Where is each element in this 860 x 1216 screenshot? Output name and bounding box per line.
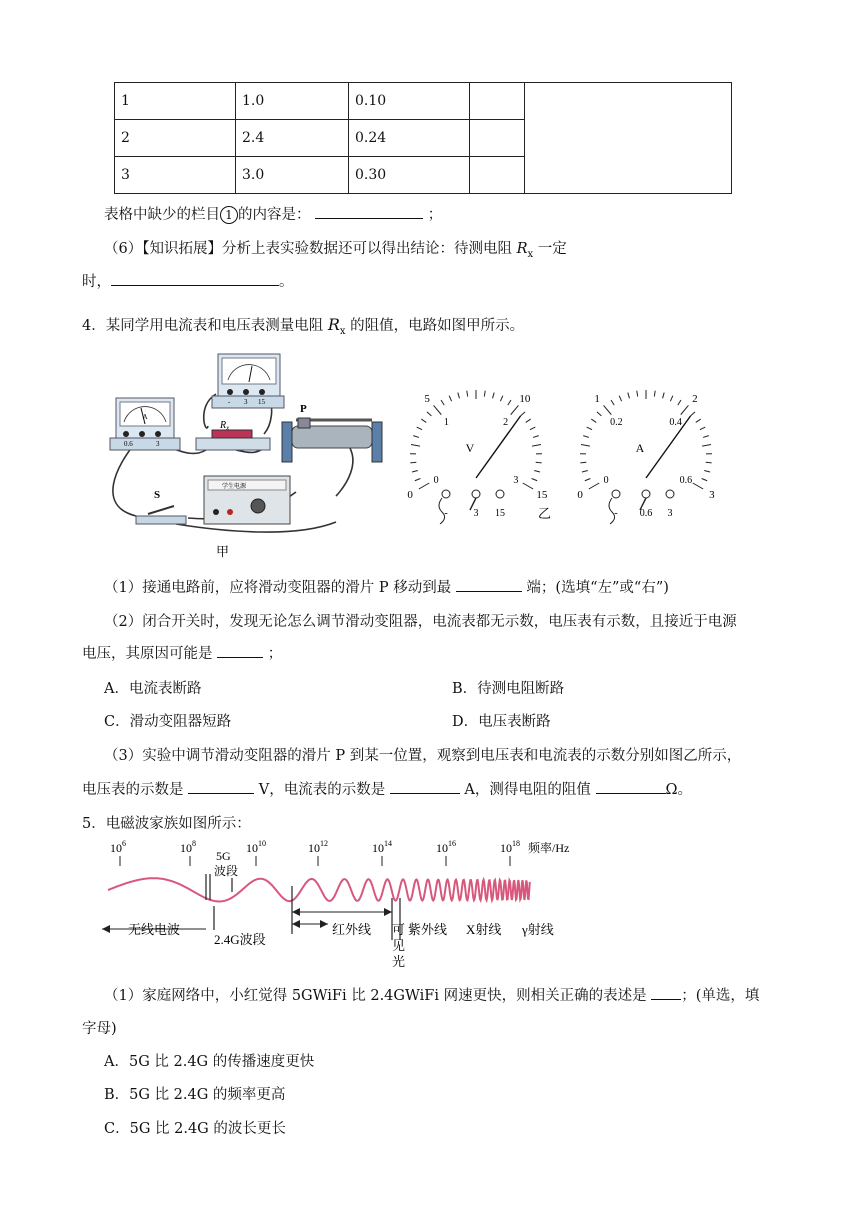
scale-tick <box>628 393 630 399</box>
svg-text:108 <box>180 839 196 855</box>
freq-exponent: 18 <box>512 839 520 848</box>
meter-symbol: V <box>465 441 475 455</box>
terminal-label: 3 <box>244 398 248 406</box>
answer-blank[interactable] <box>217 643 263 658</box>
answer-blank[interactable] <box>390 779 460 794</box>
scale-tick <box>449 396 451 401</box>
scale-tick <box>434 405 442 414</box>
switch <box>136 489 186 524</box>
svg-text:1016 <box>436 839 456 855</box>
question-4-part-2-line2 <box>82 642 282 663</box>
scale-tick <box>427 412 431 416</box>
switch-label: S <box>154 489 161 501</box>
scale-tick <box>421 419 426 422</box>
svg-text:1012 <box>308 839 328 855</box>
inner-scale-label: 2 <box>503 416 509 428</box>
band-5g-label: 波段 <box>214 864 239 878</box>
scale-tick <box>619 396 621 401</box>
text: Ω。 <box>665 782 693 798</box>
scale-tick <box>637 391 638 397</box>
var-sub: x <box>339 325 346 337</box>
band-24g-label: 2.4G波段 <box>214 932 266 947</box>
option-b[interactable]: B．5G 比 2.4G 的频率更高 <box>104 1087 286 1103</box>
svg-text:1018 <box>500 839 520 855</box>
scale-tick <box>670 396 672 401</box>
svg-text:A: A <box>142 413 148 421</box>
table-cell: 1 <box>115 83 236 120</box>
terminal-label: 3 <box>156 440 160 448</box>
text: 的内容是： <box>238 207 311 223</box>
scale-tick <box>585 478 591 480</box>
text: A，测得电阻的阻值 <box>459 782 596 798</box>
table-cell: 3.0 <box>236 157 349 194</box>
outer-scale-label: 2 <box>692 392 698 405</box>
table-cell: 2 <box>115 120 236 157</box>
infrared-label: 红外线 <box>332 922 372 937</box>
terminal-label: 0.6 <box>639 508 653 519</box>
meter-needle <box>476 416 521 478</box>
terminal <box>642 490 650 498</box>
ammeter-face <box>577 390 715 524</box>
outer-scale-label: 0 <box>577 489 583 501</box>
em-wave <box>108 878 530 901</box>
meter-faces-figure <box>396 386 736 526</box>
freq-exponent: 14 <box>384 839 392 848</box>
option-c[interactable]: C．5G 比 2.4G 的波长更长 <box>104 1121 286 1137</box>
text: 的阻值，电路如图甲所示。 <box>345 318 525 334</box>
scale-tick <box>604 405 612 414</box>
scale-tick <box>493 393 495 399</box>
ultraviolet-label: 紫外线 <box>408 922 448 937</box>
meter-symbol: A <box>635 441 645 455</box>
scale-tick <box>681 405 689 414</box>
scale-tick <box>532 445 541 447</box>
freq-base: 10 <box>246 841 258 855</box>
scale-tick <box>417 427 422 430</box>
circuit-figure <box>96 346 396 562</box>
inner-scale-label: 0.2 <box>610 416 623 428</box>
option-a[interactable]: A．5G 比 2.4G 的传播速度更快 <box>104 1054 315 1070</box>
freq-base: 10 <box>180 841 192 855</box>
outer-scale-label: 10 <box>519 392 531 405</box>
scale-tick <box>413 436 419 438</box>
question-5-part-1 <box>104 984 759 1005</box>
visible-label: 可 <box>392 922 406 937</box>
text: （1）接通电路前，应将滑动变阻器的滑片 P 移动到最 <box>104 580 456 596</box>
scale-tick <box>703 436 709 438</box>
freq-exponent: 6 <box>122 839 126 848</box>
question-4-part-3-line2 <box>82 778 692 799</box>
scale-tick <box>583 436 589 438</box>
scale-tick <box>691 412 695 416</box>
visible-label: 见 <box>392 938 406 953</box>
scale-tick <box>611 400 614 405</box>
scale-tick <box>410 462 416 463</box>
table-cell: 2.4 <box>236 120 349 157</box>
figure-label-yi: 乙 <box>538 506 552 521</box>
scale-tick <box>702 478 708 480</box>
table-cell: 0.30 <box>349 157 470 194</box>
inner-scale-label: 3 <box>513 475 519 486</box>
outer-scale-label: 3 <box>709 489 715 501</box>
text: 表格中缺少的栏目 <box>104 207 220 223</box>
scale-tick <box>467 391 468 397</box>
voltmeter-device <box>212 354 284 408</box>
terminal-label: - <box>444 508 448 519</box>
question-4-part-3 <box>104 744 741 765</box>
scale-tick <box>581 445 590 447</box>
xray-label: X射线 <box>466 922 502 937</box>
data-table <box>114 82 732 194</box>
scale-tick <box>441 400 444 405</box>
text: （6）【知识拓展】分析上表实验数据还可以得出结论：待测电阻 <box>104 241 517 257</box>
text: 时， <box>82 274 111 290</box>
answer-blank[interactable] <box>188 779 254 794</box>
freq-exponent: 12 <box>320 839 328 848</box>
scale-tick <box>523 483 533 489</box>
var-r: R <box>327 315 340 334</box>
scale-tick <box>597 412 601 416</box>
outer-scale-label: 15 <box>536 489 548 501</box>
svg-text:1010 <box>246 839 266 855</box>
missing-column-line <box>104 203 442 224</box>
power-label: 学生电源 <box>222 484 247 490</box>
freq-exponent: 16 <box>448 839 456 848</box>
scale-tick <box>526 419 531 422</box>
table-cell: 1.0 <box>236 83 349 120</box>
scale-tick <box>532 478 538 480</box>
knowledge-extension-line <box>104 237 567 260</box>
text: ； <box>263 646 283 662</box>
terminal-label: 0.6 <box>124 440 133 448</box>
terminal-label: - <box>228 398 231 406</box>
scale-tick <box>484 391 485 397</box>
resistor-rx <box>196 420 270 450</box>
scale-tick <box>702 445 711 447</box>
ammeter-device <box>110 398 180 450</box>
var-r: R <box>516 241 528 257</box>
freq-base: 10 <box>372 841 384 855</box>
option-a[interactable]: A．电流表断路 <box>104 681 202 697</box>
text: 端；(选填“左”或“右”) <box>521 580 669 596</box>
slider-label: P <box>300 403 307 415</box>
scale-tick <box>415 478 421 480</box>
scale-tick <box>500 396 502 401</box>
scale-tick <box>591 419 596 422</box>
table-cell <box>470 83 525 120</box>
scale-tick <box>587 427 592 430</box>
em-spectrum-figure <box>96 834 586 976</box>
power-supply <box>204 476 290 524</box>
inner-scale-label: 0.4 <box>669 416 682 428</box>
var-sub: x <box>226 424 230 432</box>
scale-tick <box>412 471 418 472</box>
inner-scale-label: 0 <box>603 475 609 486</box>
answer-blank[interactable] <box>315 204 423 219</box>
table-cell <box>470 120 525 157</box>
scale-tick <box>411 445 420 447</box>
scale-tick <box>511 405 519 414</box>
question-4-part-1 <box>104 576 669 597</box>
table-cell: 0.24 <box>349 120 470 157</box>
text: 电压表的示数是 <box>82 782 189 798</box>
text: ； <box>427 207 443 223</box>
text: 一定 <box>533 241 567 257</box>
svg-text:106 <box>110 839 126 855</box>
scale-tick <box>696 419 701 422</box>
table-row <box>115 83 732 120</box>
table-cell: 3 <box>115 157 236 194</box>
outer-scale-label: 1 <box>594 392 600 405</box>
meter-needle <box>646 416 691 478</box>
question-5-stem: 5．电磁波家族如图所示： <box>82 816 251 832</box>
text: （2）闭合开关时，发现无论怎么调节滑动变阻器，电流表都无示数，电压表有示数，且接近于电源 <box>104 614 737 630</box>
radio-label: 无线电波 <box>128 922 181 937</box>
scale-tick <box>419 483 429 489</box>
scale-tick <box>663 393 665 399</box>
scale-tick <box>693 483 703 489</box>
terminal-label: 15 <box>258 398 265 406</box>
var-r: R <box>220 420 227 431</box>
scale-tick <box>678 400 681 405</box>
freq-exponent: 8 <box>192 839 196 848</box>
voltmeter-face <box>407 390 547 524</box>
terminal-label: 3 <box>667 508 673 519</box>
question-5-part-1-line2: 字母) <box>82 1021 117 1037</box>
answer-blank[interactable] <box>651 985 681 1000</box>
freq-base: 10 <box>308 841 320 855</box>
text: 。 <box>279 274 294 290</box>
scale-tick <box>704 471 710 472</box>
terminal-label: 15 <box>495 508 505 519</box>
text: （1）家庭网络中，小红觉得 5GWiFi 比 2.4GWiFi 网速更快，则相关正确的表述是 <box>104 988 652 1004</box>
text: 4．某同学用电流表和电压表测量电阻 <box>82 318 328 334</box>
gamma-label: γ射线 <box>522 922 554 937</box>
outer-scale-label: 0 <box>407 489 413 501</box>
terminal <box>442 490 450 498</box>
scale-tick <box>706 462 712 463</box>
answer-blank[interactable] <box>596 779 666 794</box>
text: V，电流表的示数是 <box>254 782 390 798</box>
scale-tick <box>700 427 705 430</box>
svg-text:1014 <box>372 839 392 855</box>
text: ；(单选，填 <box>681 988 760 1004</box>
answer-blank[interactable] <box>111 271 279 286</box>
freq-base: 10 <box>500 841 512 855</box>
inner-scale-label: 1 <box>443 416 449 428</box>
answer-blank[interactable] <box>456 577 522 592</box>
text: （3）实验中调节滑动变阻器的滑片 P 到某一位置，观察到电压表和电流表的示数分别如图乙所示， <box>104 748 742 764</box>
scale-tick <box>589 483 599 489</box>
svg-text:Rx <box>219 420 230 432</box>
freq-base: 10 <box>110 841 122 855</box>
scale-tick <box>580 462 586 463</box>
terminal <box>612 490 620 498</box>
terminal-label: 3 <box>473 508 479 519</box>
option-d[interactable]: D．电压表断路 <box>452 714 551 730</box>
circled-number: 1 <box>220 206 238 224</box>
scale-tick <box>533 436 539 438</box>
table-cell <box>525 83 732 194</box>
scale-tick <box>654 391 655 397</box>
figure-label-jia: 甲 <box>216 544 230 559</box>
inner-scale-label: 0 <box>433 475 439 486</box>
terminal <box>496 490 504 498</box>
scale-tick <box>536 462 542 463</box>
option-c[interactable]: C．滑动变阻器短路 <box>104 714 232 730</box>
freq-base: 10 <box>436 841 448 855</box>
scale-tick <box>582 471 588 472</box>
scale-tick <box>458 393 460 399</box>
question-4-stem <box>82 314 524 337</box>
table-cell: 0.10 <box>349 83 470 120</box>
slide-rheostat <box>282 403 382 462</box>
table-cell <box>470 157 525 194</box>
inner-scale-label: 0.6 <box>679 475 693 486</box>
scale-tick <box>534 471 540 472</box>
terminal <box>472 490 480 498</box>
axis-unit: 频率/Hz <box>528 841 570 855</box>
question-4-part-2 <box>104 610 737 631</box>
terminal-label: - <box>614 508 618 519</box>
band-5g-label: 5G <box>216 849 231 863</box>
visible-label: 光 <box>392 954 406 969</box>
var-sub: x <box>527 248 534 260</box>
option-b[interactable]: B．待测电阻断路 <box>452 681 565 697</box>
outer-scale-label: 5 <box>424 392 430 405</box>
scale-tick <box>530 427 535 430</box>
scale-tick <box>521 412 525 416</box>
text: 电压，其原因可能是 <box>82 646 218 662</box>
scale-tick <box>508 400 511 405</box>
knowledge-extension-line2 <box>82 270 294 291</box>
terminal <box>666 490 674 498</box>
freq-exponent: 10 <box>258 839 266 848</box>
